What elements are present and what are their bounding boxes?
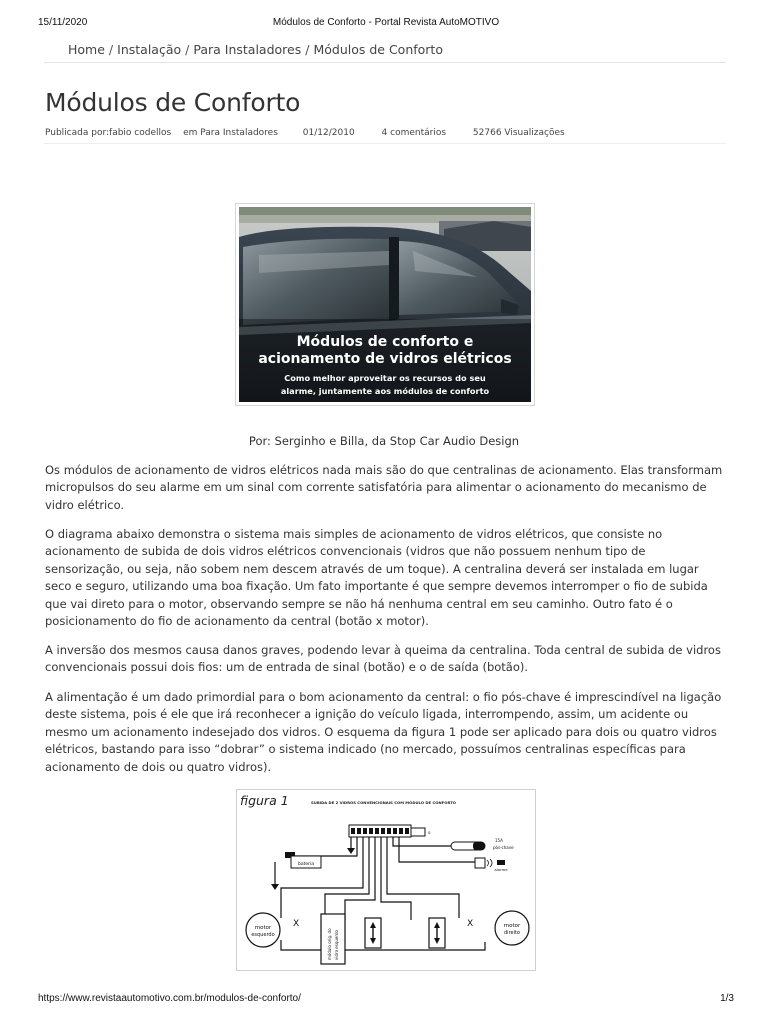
breadcrumb-separator: / [108, 42, 114, 57]
right-motor-icon [495, 911, 529, 945]
svg-text:esquerdo: esquerdo [251, 932, 275, 938]
post-comments-count[interactable]: 4 comentários [381, 128, 447, 138]
alarm-label: alarme [494, 867, 508, 872]
svg-text:direito: direito [504, 930, 520, 936]
wire-cut-mark: X [467, 919, 474, 929]
wiring-diagram [237, 790, 535, 970]
meta-divider [44, 143, 726, 144]
svg-text:vidro esquerdo: vidro esquerdo [334, 930, 339, 960]
print-page-number: 1/3 [720, 993, 734, 1004]
page-title: Módulos de Conforto [45, 88, 301, 117]
post-date: 01/12/2010 [302, 128, 355, 138]
figure-caption: SUBIDA DE 2 VIDROS CONVENCIONAIS COM MÓDULO DE CONFORTO [311, 800, 457, 805]
article-paragraph-2: O diagrama abaixo demonstra o sistema mais simples de acionamento de vidros elétricos, que consiste no acionamento de subida de dois vidros elétricos convencionais (vidros que não possuem nenhum tipo de sensorização, ou seja, não sobem nem descem através de um toque). A centralina deverá ser instalada em lugar seco e seguro, utilizando uma boa fixação. Um fato importante é que sempre devemos interromper o fio de subida que vai direto para o motor, observando sempre se não há nenhuma central em seu caminho. Outro fato é o posicionamento do fio de acionamento da central (botão x motor). [45, 527, 708, 629]
print-footer [38, 993, 734, 1007]
post-meta [45, 128, 565, 138]
breadcrumb-separator: / [185, 42, 190, 57]
breadcrumb [68, 42, 443, 57]
hero-image [235, 203, 535, 406]
breadcrumb-separator: / [305, 42, 310, 57]
car-window-photo [239, 207, 531, 402]
breadcrumb-divider [44, 62, 726, 63]
svg-text:motor: motor [503, 923, 521, 929]
breadcrumb-current: Módulos de Conforto [313, 42, 443, 57]
hero-sub-line2: alarme, juntamente aos módulos de conforto [280, 386, 490, 396]
post-key-label: pós-chave [493, 845, 514, 850]
ground-arrow-icon [347, 848, 355, 854]
battery-icon [285, 852, 321, 868]
print-url: https://www.revistaautomotivo.com.br/modulos-de-conforto/ [38, 993, 301, 1004]
breadcrumb-home[interactable]: Home [68, 42, 105, 57]
print-header [38, 17, 734, 31]
post-category[interactable]: em Para Instaladores [183, 128, 278, 138]
wiring-diagram-figure [236, 789, 536, 971]
breadcrumb-para-instaladores[interactable]: Para Instaladores [193, 42, 302, 57]
hero-heading-line1: Módulos de conforto e [296, 334, 474, 350]
print-page-title: Módulos de Conforto - Portal Revista AutoMOTIVO [272, 17, 500, 28]
post-views-count: 52766 Visualizações [472, 128, 565, 138]
post-key-fuse-icon [451, 838, 514, 850]
article-paragraph-3: A inversão dos mesmos causa danos graves, podendo levar à queima da centralina. Toda central de subida de vidros convencionais possui dois fios: um de entrada de sinal (botão) e o de saída (botão). [45, 643, 721, 675]
svg-text:motor: motor [254, 925, 272, 931]
ground-arrow-icon [271, 884, 279, 890]
module-connector [349, 825, 431, 837]
svg-text:o: o [428, 830, 431, 835]
alarm-siren-icon [475, 858, 508, 872]
figure-label: figura 1 [240, 793, 289, 808]
post-key-amperage: 15A [495, 838, 503, 843]
article-byline: Por: Serginho e Billa, da Stop Car Audio Design [248, 434, 520, 448]
article-paragraph-4: A alimentação é um dado primordial para o bom acionamento da central: o fio pós-chave é imprescindível na ligação deste sistema, pois é ele que irá reconhecer a ignição do veículo ligada, interrompendo, assim, um acidente ou mesmo um acionamento indesejado dos vidros. O esquema da figura 1 pode ser aplicado para dois ou quatro vidros elétricos, bastando para isso “dobrar” o sistema indicado (no mercado, possuímos centralinas específicas para acionamento de dois ou quatro vidros). [45, 690, 722, 774]
article-paragraph-1: Os módulos de acionamento de vidros elétricos nada mais são do que centralinas de acionamento. Elas transformam micropulsos do seu alarme em um sinal com corrente satisfatória para alimentar o acionamento do mecanismo de vidro elétrico. [45, 463, 723, 512]
svg-text:módulo orig. do: módulo orig. do [327, 928, 332, 960]
right-window-switch-icon [429, 918, 445, 948]
left-window-switch-icon [365, 918, 381, 948]
print-date: 15/11/2020 [38, 17, 88, 28]
wire-cut-mark: X [293, 919, 300, 929]
breadcrumb-instalacao[interactable]: Instalação [117, 42, 182, 57]
hero-heading-line2: acionamento de vidros elétricos [258, 351, 512, 367]
battery-label: bateria [297, 862, 315, 867]
left-motor-icon [246, 913, 280, 947]
original-window-module [321, 914, 345, 964]
hero-sub-line1: Como melhor aproveitar os recursos do seu [284, 373, 486, 383]
post-author[interactable]: Publicada por:fabio codellos [45, 128, 172, 138]
